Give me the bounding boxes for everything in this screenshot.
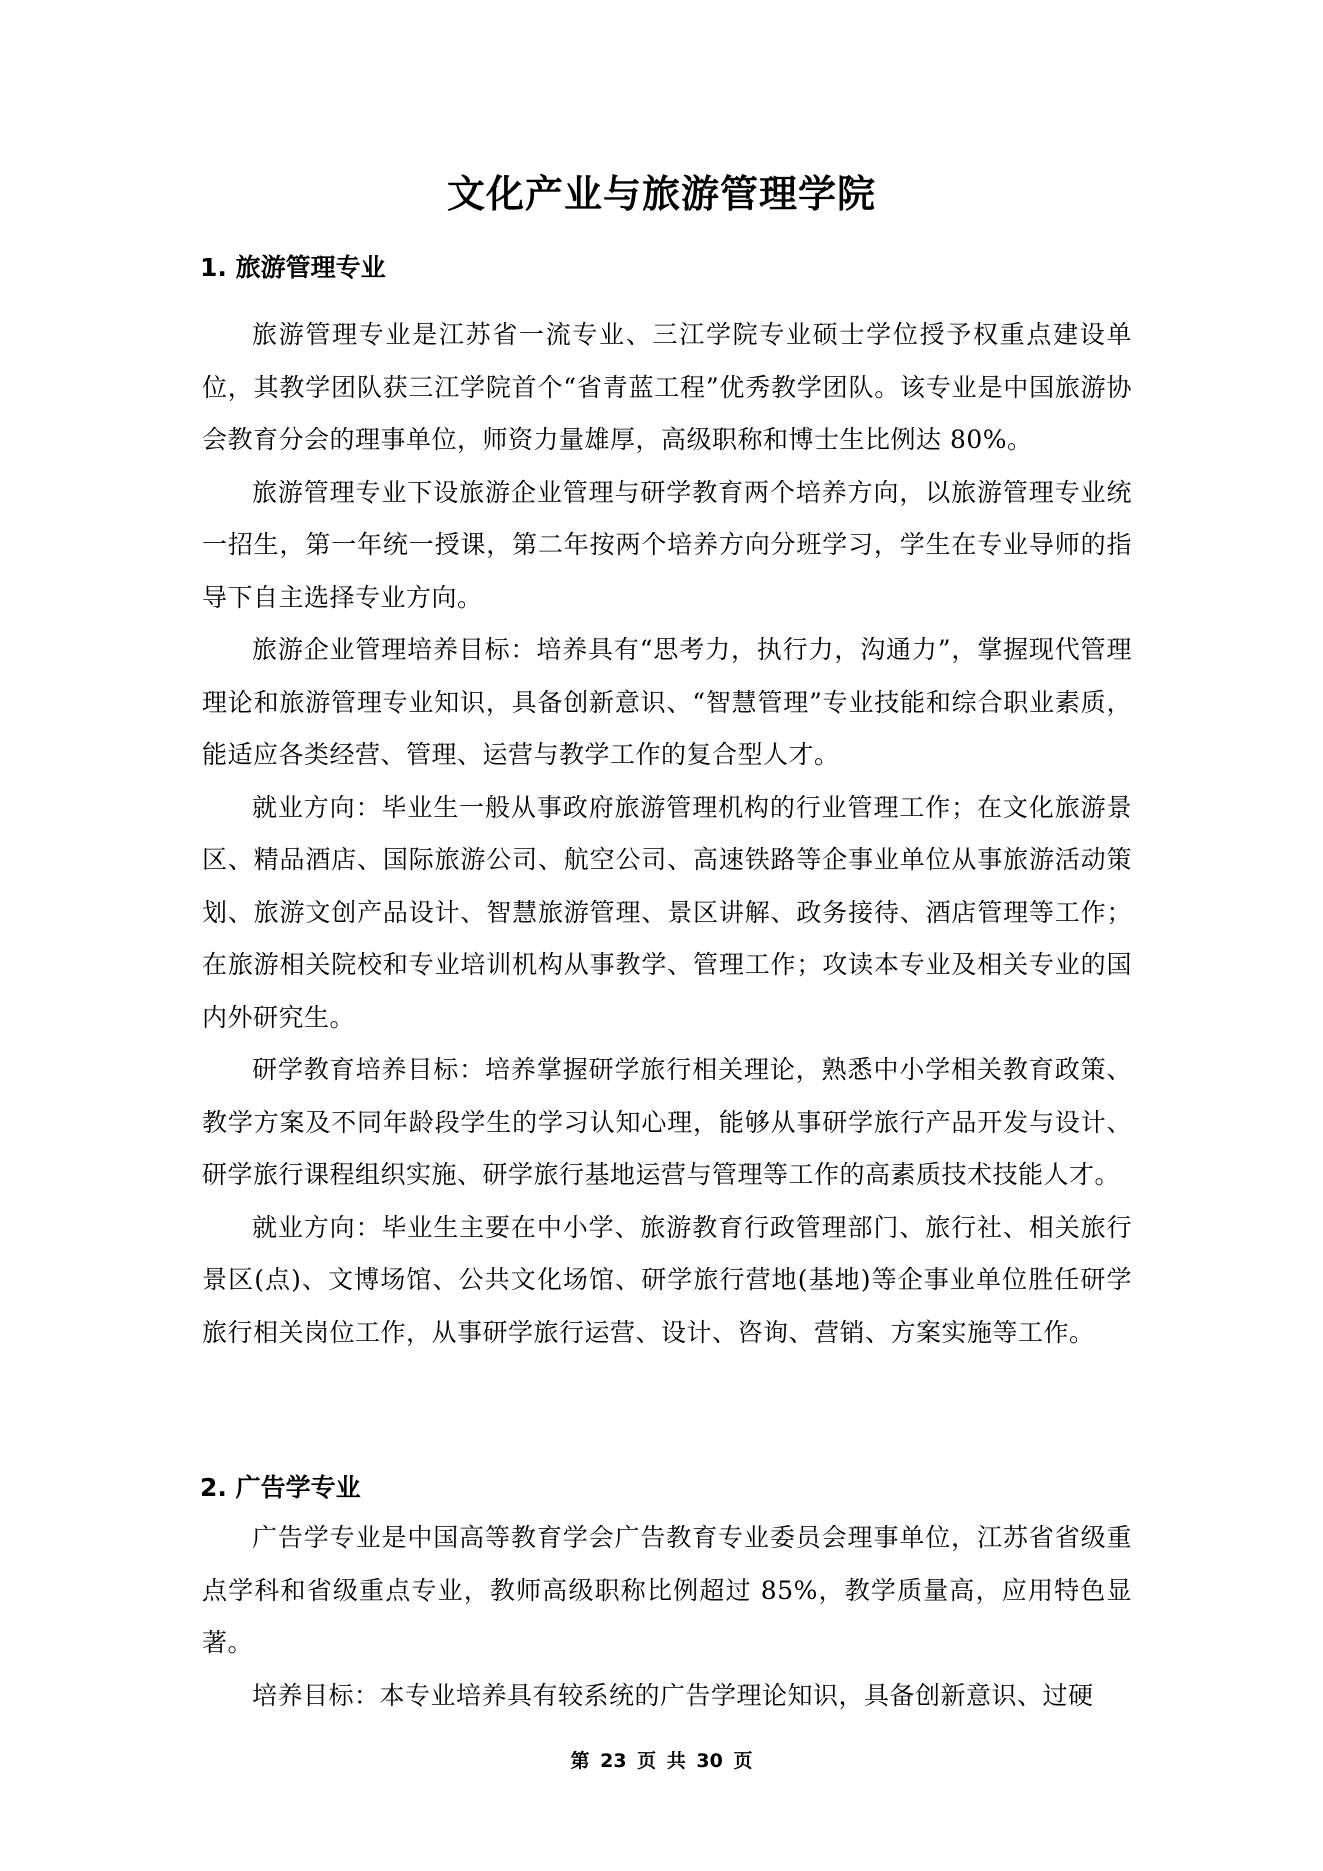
section-body-tourism-management <box>202 309 1132 1359</box>
section-body-advertising <box>202 1512 1132 1722</box>
page-title: 文化产业与旅游管理学院 <box>446 172 876 216</box>
paragraph: 旅游管理专业下设旅游企业管理与研学教育两个培养方向，以旅游管理专业统一招生，第一年统一授课，第二年按两个培养方向分班学习，学生在专业导师的指导下自主选择专业方向。 <box>202 477 1132 612</box>
paragraph: 就业方向：毕业生主要在中小学、旅游教育行政管理部门、旅行社、相关旅行景区(点)、文博场馆、公共文化场馆、研学旅行营地(基地)等企事业单位胜任研学旅行相关岗位工作，从事研学旅行运营、设计、咨询、营销、方案实施等工作。 <box>202 1212 1132 1347</box>
paragraph: 广告学专业是中国高等教育学会广告教育专业委员会理事单位，江苏省省级重点学科和省级重点专业，教师高级职称比例超过 85%，教学质量高，应用特色显著。 <box>202 1523 1132 1657</box>
page-footer: 第 23 页 共 30 页 <box>570 1750 753 1772</box>
paragraph: 旅游企业管理培养目标：培养具有“思考力，执行力，沟通力”，掌握现代管理理论和旅游管理专业知识，具备创新意识、“智慧管理”专业技能和综合职业素质，能适应各类经营、管理、运营与教学工作的复合型人才。 <box>202 635 1132 769</box>
section-heading-tourism-management: 1. 旅游管理专业 <box>200 253 386 282</box>
paragraph: 培养目标：本专业培养具有较系统的广告学理论知识，具备创新意识、过硬 <box>252 1680 1094 1710</box>
section-heading-advertising: 2. 广告学专业 <box>200 1473 361 1502</box>
paragraph: 研学教育培养目标：培养掌握研学旅行相关理论，熟悉中小学相关教育政策、教学方案及不同年龄段学生的学习认知心理，能够从事研学旅行产品开发与设计、研学旅行课程组织实施、研学旅行基地运营与管理等工作的高素质技术技能人才。 <box>202 1055 1132 1189</box>
paragraph: 就业方向：毕业生一般从事政府旅游管理机构的行业管理工作；在文化旅游景区、精品酒店、国际旅游公司、航空公司、高速铁路等企事业单位从事旅游活动策划、旅游文创产品设计、智慧旅游管理、景区讲解、政务接待、酒店管理等工作；在旅游相关院校和专业培训机构从事教学、管理工作；攻读本专业及相关专业的国内外研究生。 <box>202 792 1132 1032</box>
paragraph: 旅游管理专业是江苏省一流专业、三江学院专业硕士学位授予权重点建设单位，其教学团队获三江学院首个“省青蓝工程”优秀教学团队。该专业是中国旅游协会教育分会的理事单位，师资力量雄厚，高级职称和博士生比例达 80%。 <box>202 320 1132 454</box>
